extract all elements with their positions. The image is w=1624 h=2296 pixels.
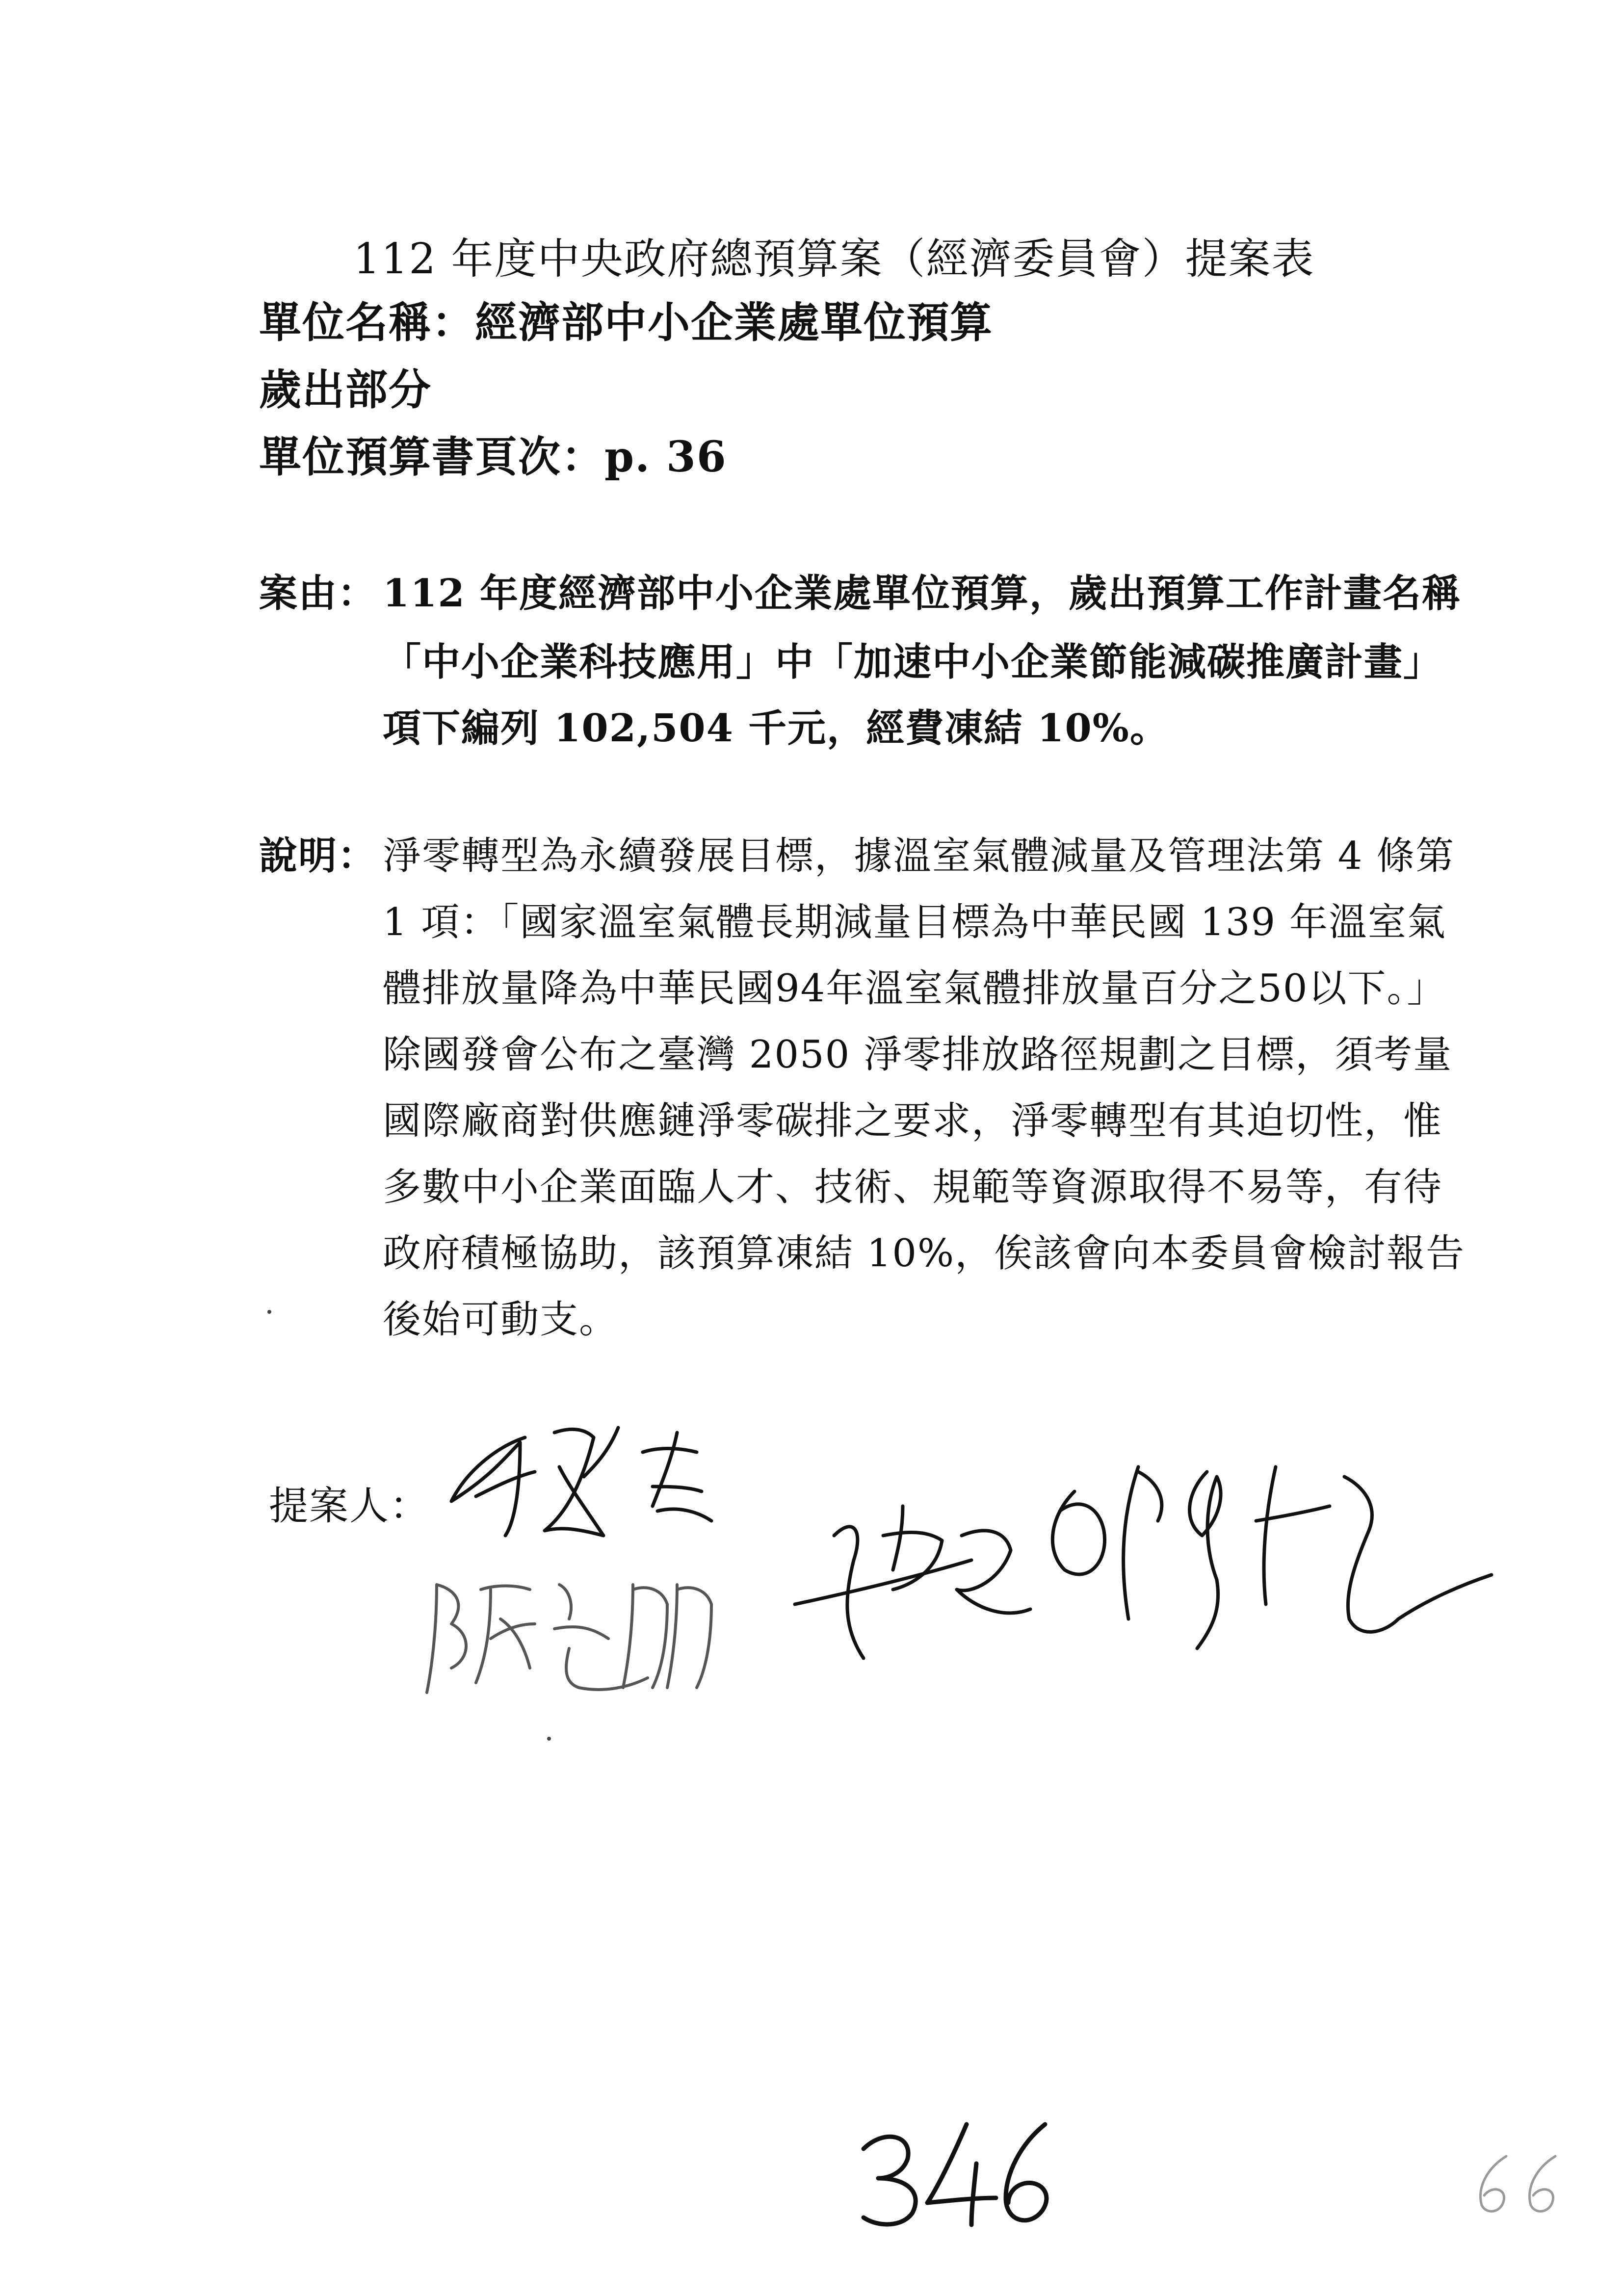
handwritten-page-number: [854, 2105, 1060, 2232]
explanation-line: 國際廠商對供應鏈淨零碳排之要求，淨零轉型有其迫切性，惟: [383, 1099, 1443, 1143]
page-reference: 單位預算書頁次：p. 36: [259, 432, 727, 482]
scan-speck: [547, 1737, 551, 1741]
explanation-line: 淨零轉型為永續發展目標，據溫室氣體減量及管理法第 4 條第: [383, 834, 1455, 878]
section-label: 歲出部分: [259, 365, 432, 415]
signature-chiu: [795, 1467, 1492, 1658]
explanation-line: 除國發會公布之臺灣 2050 淨零排放路徑規劃之目標，須考量: [383, 1033, 1453, 1077]
explanation-line: 多數中小企業面臨人才、技術、規範等資源取得不易等，有待: [383, 1165, 1443, 1209]
explanation-line: 政府積極協助，該預算凍結 10%，俟該會向本委員會檢討報告: [383, 1231, 1466, 1276]
document-title: 112 年度中央政府總預算案（經濟委員會）提案表: [353, 235, 1315, 284]
explanation-line: 1 項：「國家溫室氣體長期減量目標為中華民國 139 年溫室氣: [383, 900, 1446, 944]
signature-kong: [451, 1428, 711, 1536]
scan-speck: [267, 1310, 271, 1314]
signature-chen: [427, 1585, 711, 1693]
reason-line: 「中小企業科技應用」中「加速中小企業節能減碳推廣計畫」: [383, 640, 1443, 684]
unit-name: 單位名稱：經濟部中小企業處單位預算: [259, 298, 993, 347]
proposer-signatures: [422, 1374, 1550, 1815]
explanation-line: 後始可動支。: [383, 1298, 619, 1342]
explanation-line: 體排放量降為中華民國94年溫室氣體排放量百分之50以下。」: [383, 966, 1446, 1011]
pencil-corner-number: [1462, 2149, 1580, 2218]
reason-label: 案由：: [259, 571, 377, 616]
proposer-label: 提案人：: [269, 1483, 430, 1529]
reason-line: 112 年度經濟部中小企業處單位預算，歲出預算工作計畫名稱: [383, 571, 1461, 616]
explanation-label: 說明：: [259, 834, 377, 878]
reason-line: 項下編列 102,504 千元，經費凍結 10%。: [383, 706, 1169, 751]
